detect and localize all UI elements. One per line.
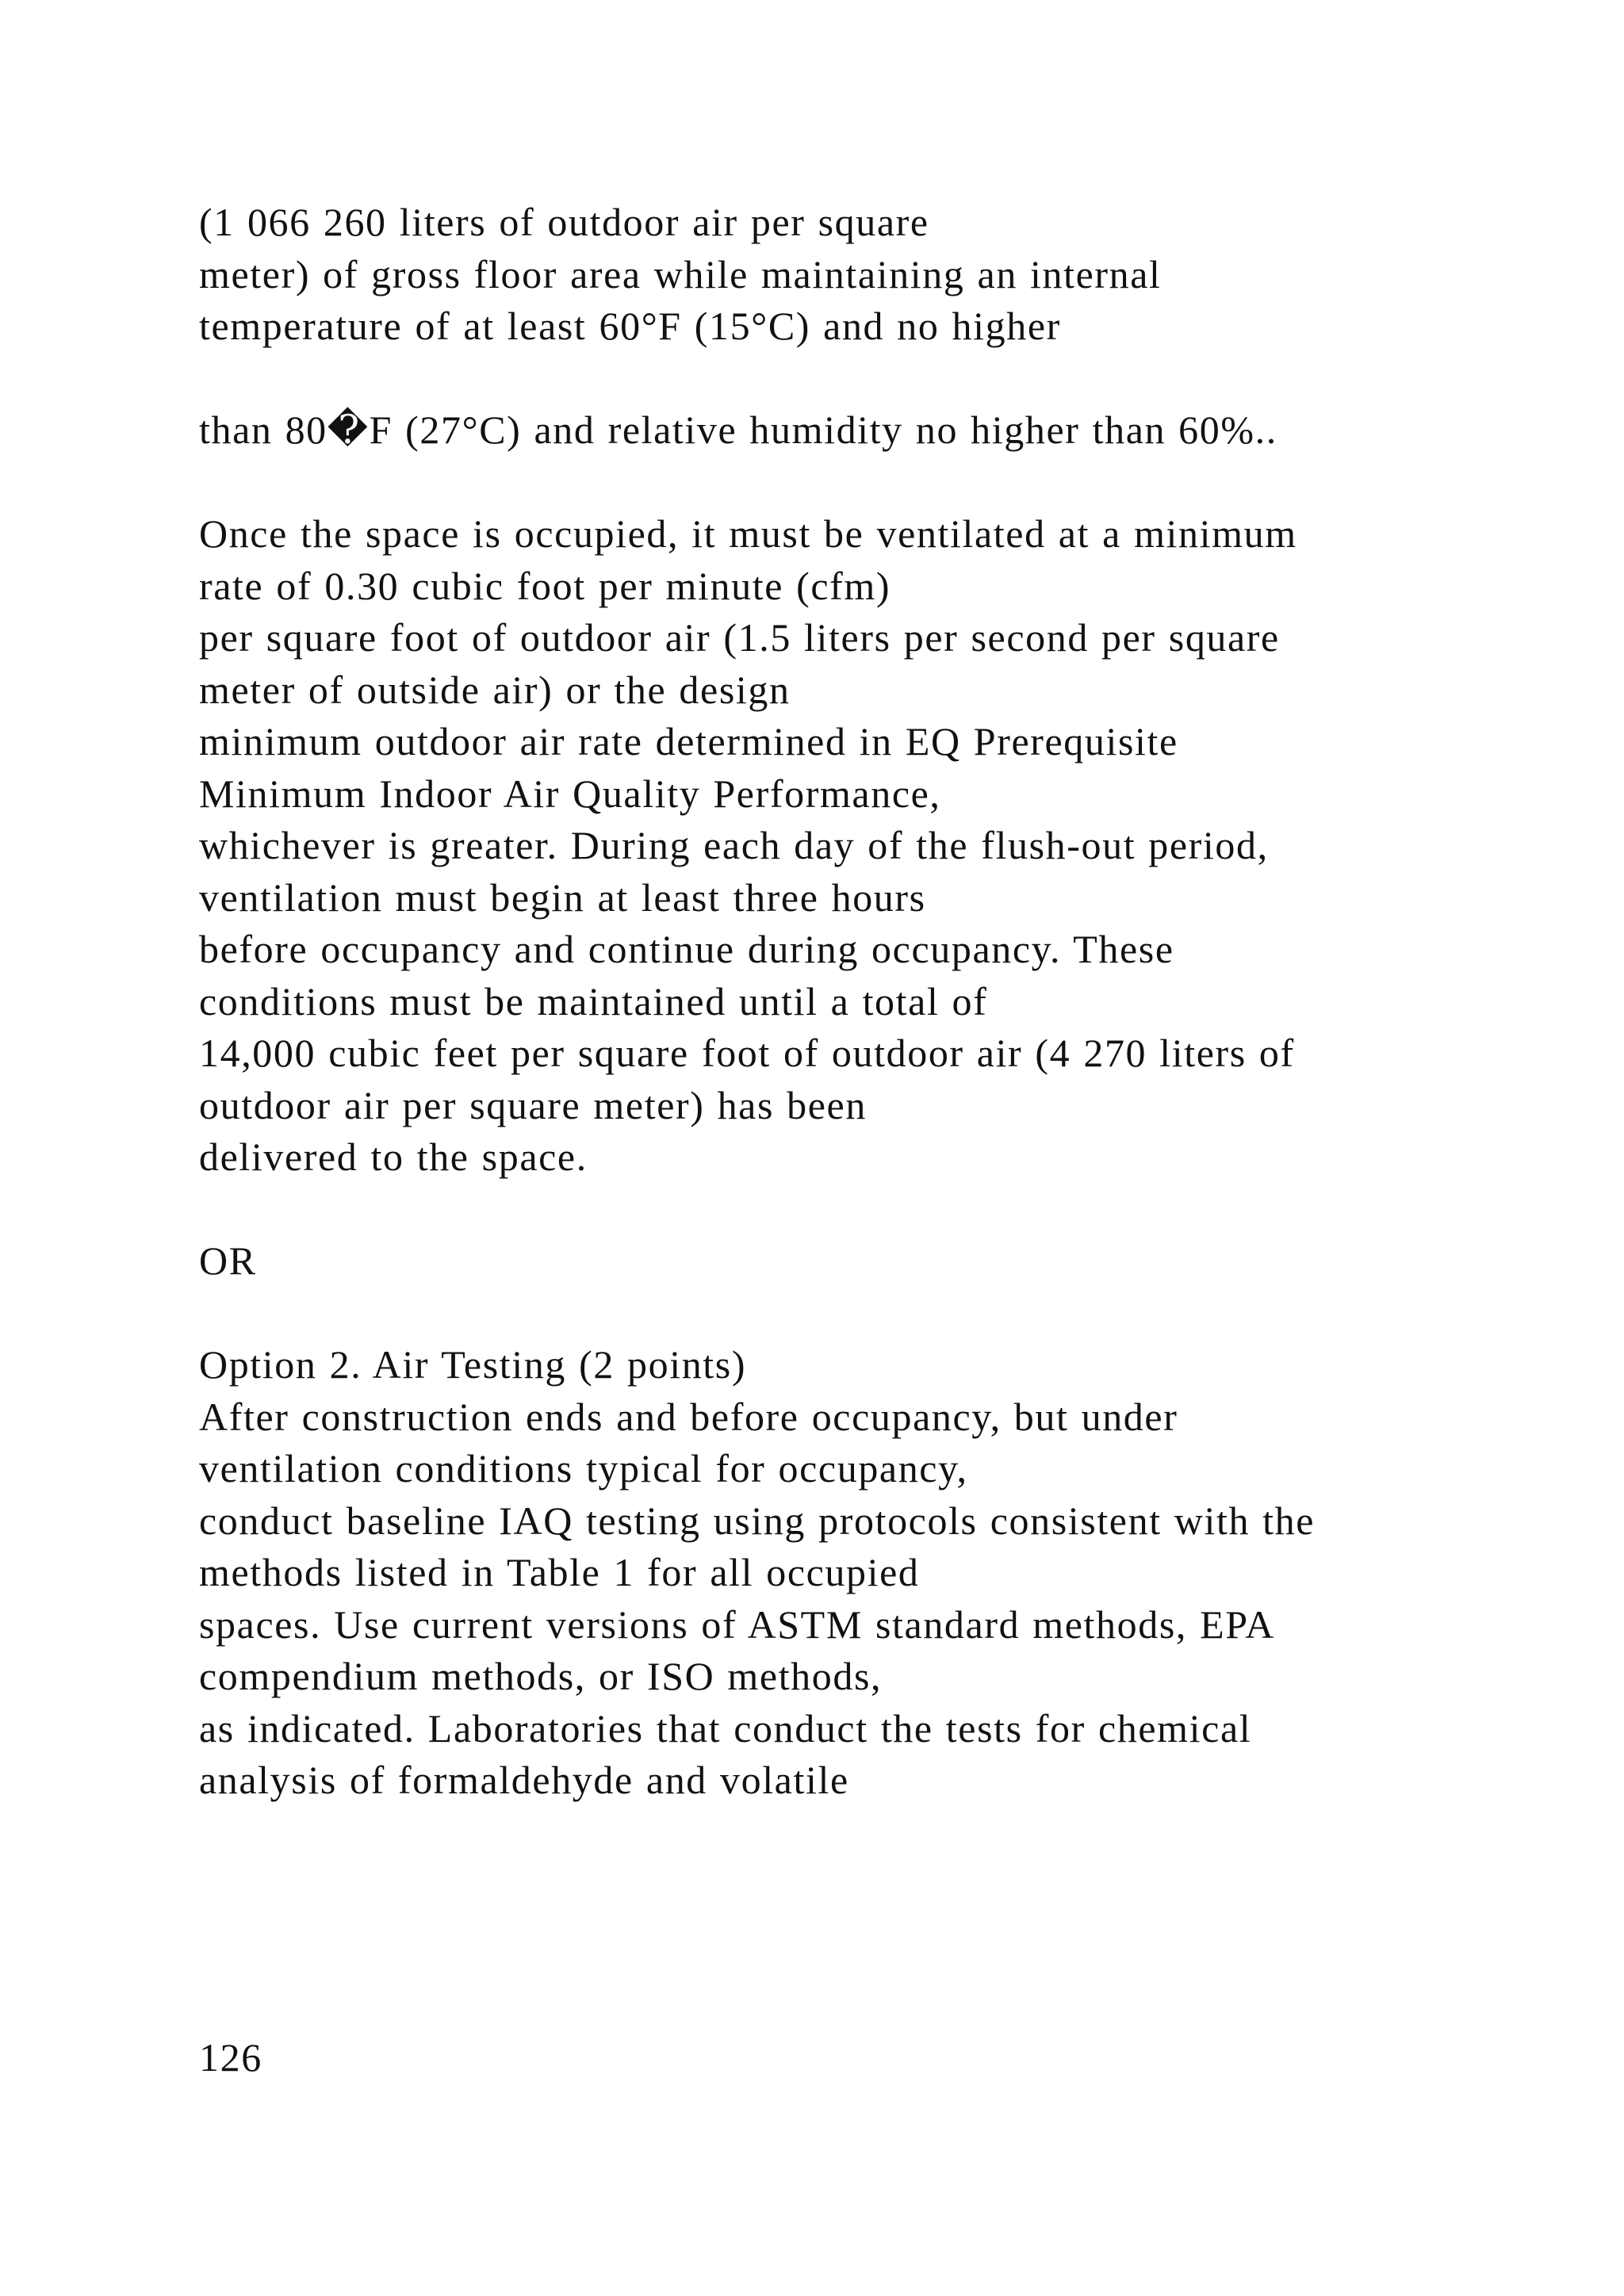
text-line: conditions must be maintained until a total of (199, 979, 988, 1024)
text-line: delivered to the space. (199, 1135, 588, 1179)
text-line: meter) of gross floor area while maintaining an internal (199, 252, 1162, 297)
text-line: (1 066 260 liters of outdoor air per square (199, 200, 929, 244)
text-line: Once the space is occupied, it must be ventilated at a minimum (199, 511, 1297, 556)
text-line: After construction ends and before occupancy, but under (199, 1395, 1178, 1439)
page-number: 126 (199, 2035, 262, 2080)
text-line: before occupancy and continue during occupancy. These (199, 927, 1174, 971)
text-line: whichever is greater. During each day of the flush-out period, (199, 823, 1269, 867)
text-line: ventilation must begin at least three hours (199, 875, 926, 920)
text-line: methods listed in Table 1 for all occupied (199, 1550, 920, 1594)
text-line: rate of 0.30 cubic foot per minute (cfm) (199, 564, 891, 608)
text-line: per square foot of outdoor air (1.5 liters per second per square (199, 615, 1280, 660)
text-line: 14,000 cubic feet per square foot of outdoor air (4 270 liters of (199, 1031, 1295, 1075)
text-line: than 80�F (27°C) and relative humidity no higher than 60%.. (199, 408, 1277, 452)
section-heading: Option 2. Air Testing (2 points) (199, 1342, 747, 1387)
text-line: compendium methods, or ISO methods, (199, 1654, 883, 1698)
text-line: minimum outdoor air rate determined in EQ Prerequisite (199, 719, 1178, 763)
text-line: conduct baseline IAQ testing using protocols consistent with the (199, 1498, 1316, 1543)
text-line: meter of outside air) or the design (199, 668, 791, 712)
text-line: OR (199, 1238, 257, 1283)
text-line: analysis of formaldehyde and volatile (199, 1758, 849, 1802)
text-line: outdoor air per square meter) has been (199, 1083, 867, 1127)
text-line: as indicated. Laboratories that conduct the tests for chemical (199, 1706, 1252, 1751)
text-line: spaces. Use current versions of ASTM standard methods, EPA (199, 1602, 1275, 1647)
text-line: Minimum Indoor Air Quality Performance, (199, 771, 941, 816)
text-line: ventilation conditions typical for occupancy, (199, 1446, 968, 1490)
text-line: temperature of at least 60°F (15°C) and no higher (199, 304, 1061, 348)
